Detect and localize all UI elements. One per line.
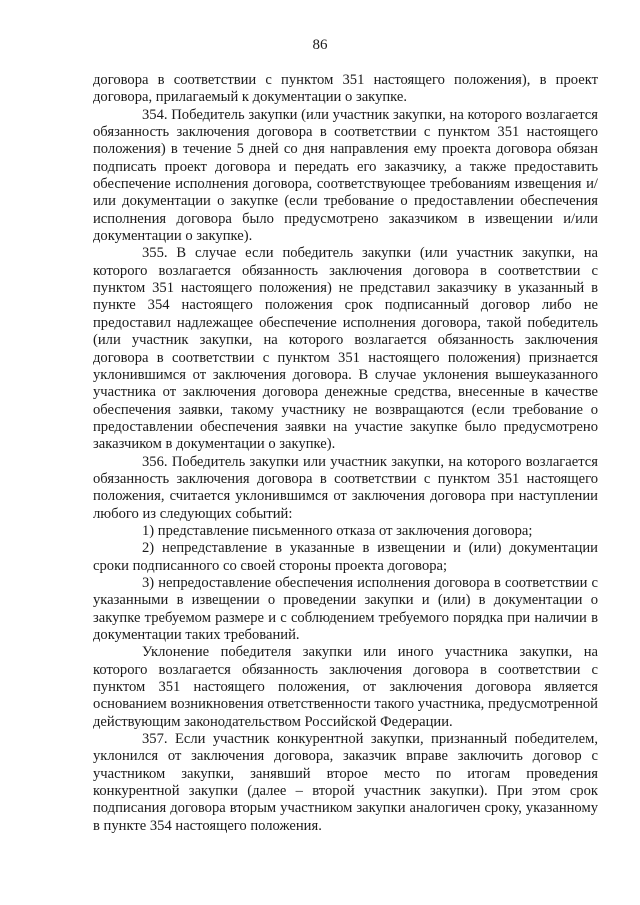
paragraph-356: 356. Победитель закупки или участник закупки, на которого возлагается обязанность заключения договора в соответствии с пунктом 351 настоящего положения, считается уклонившимся от заключения договора при наступлении любого из следующих событий: — [93, 453, 598, 522]
list-item-3: 3) непредоставление обеспечения исполнения договора в соответствии с указанными в извещении о проведении закупки и (или) в документации о закупке требуемом размере и с соблюдением требуемого порядка при наличии в документации таких требований. — [93, 574, 598, 643]
document-body — [93, 72, 598, 835]
paragraph-evasion: Уклонение победителя закупки или иного участника закупки, на которого возлагается обязанность заключения договора в соответствии с пунктом 351 настоящего положения, от заключения договора является основанием возникновения ответственности такого участника, предусмотренной действующим законодательством Российской Федерации. — [93, 644, 598, 730]
list-item-1: 1) представление письменного отказа от заключения договора; — [142, 522, 533, 539]
paragraph-continuation: договора в соответствии с пунктом 351 настоящего положения), в проект договора, прилагаемый к документации о закупке. — [93, 72, 598, 106]
paragraph-357: 357. Если участник конкурентной закупки, признанный победителем, уклонился от заключения договора, заказчик вправе заключить договор с участником закупки, занявший второе место по итогам проведения конкурентной закупки (далее – второй участник закупки). При этом срок подписания договора вторым участником закупки аналогичен сроку, указанному в пункте 354 настоящего положения. — [93, 731, 598, 834]
paragraph-354: 354. Победитель закупки (или участник закупки, на которого возлагается обязанность заключения договора в соответствии с пунктом 351 настоящего положения) в течение 5 дней со дня направления ему проекта договора обязан подписать проект договора и передать его заказчику, а также предоставить обеспечение исполнения договора, соответствующее требованиям извещения и/или документации о закупке (если требование о предоставлении обеспечения исполнения договора было предусмотрено заказчиком в извещении и/или документации о закупке). — [93, 106, 598, 245]
list-item-2: 2) непредставление в указанные в извещении и (или) документации сроки подписанного со своей стороны проекта договора; — [93, 540, 598, 574]
page-number: 86 — [312, 37, 328, 53]
paragraph-355: 355. В случае если победитель закупки (или участник закупки, на которого возлагается обязанность заключения договора в соответствии с пунктом 351 настоящего положения) не представил заказчику в указанный в пункте 354 настоящего положения срок подписанный договор либо не предоставил надлежащее обеспечение исполнения договора, такой победитель (или участник закупки, на которого возлагается обязанность заключения договора в соответствии с пунктом 351 настоящего положения) признается уклонившимся от заключения договора. В случае уклонения вышеуказанного участника от заключения договора денежные средства, внесенные в качестве обеспечения заявки, такому участнику не возвращаются (если требование о предоставлении обеспечения заявки на участие закупке было предусмотрено заказчиком в документации о закупке). — [93, 245, 598, 453]
